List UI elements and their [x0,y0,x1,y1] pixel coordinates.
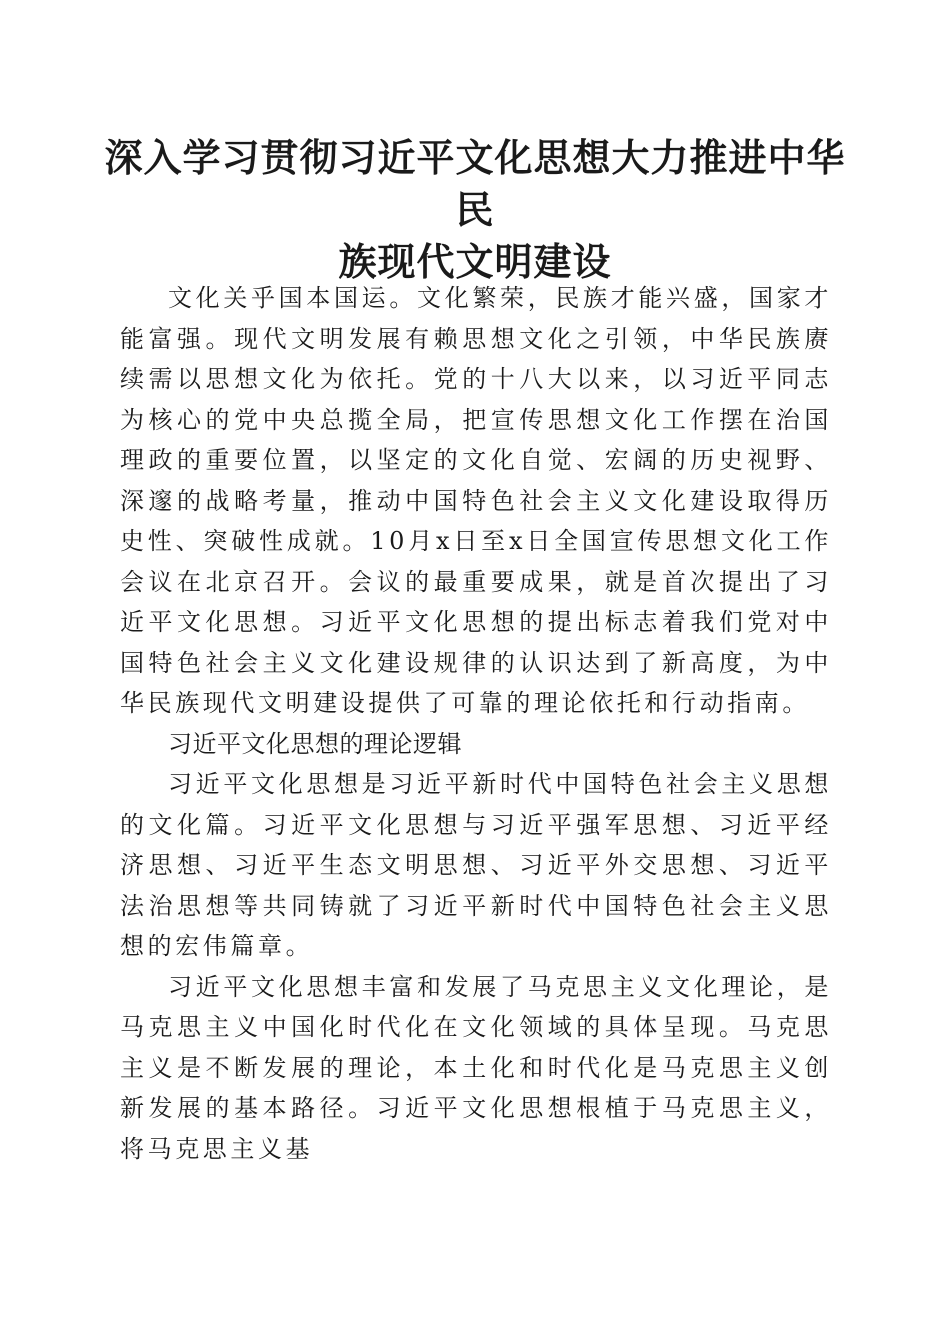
document-body [120,278,832,1169]
paragraph-intro: 文化关乎国本国运。文化繁荣，民族才能兴盛，国家才能富强。现代文明发展有赖思想文化之引领，中华民族赓续需以思想文化为依托。党的十八大以来，以习近平同志为核心的党中央总揽全局，把宣传思想文化工作摆在治国理政的重要位置，以坚定的文化自觉、宏阔的历史视野、深邃的战略考量，推动中国特色社会主义文化建设取得历史性、突破性成就。10月x日至x日全国宣传思想文化工作会议在北京召开。会议的最重要成果，就是首次提出了习近平文化思想。习近平文化思想的提出标志着我们党对中国特色社会主义文化建设规律的认识达到了新高度，为中华民族现代文明建设提供了可靠的理论依托和行动指南。 [120,284,832,717]
title-line-2: 族现代文明建设 [338,239,612,284]
title-line-1: 深入学习贯彻习近平文化思想大力推进中华民 [104,135,846,232]
section-heading: 习近平文化思想的理论逻辑 [168,729,462,758]
document-title [100,132,850,288]
paragraph-2: 习近平文化思想是习近平新时代中国特色社会主义思想的文化篇。习近平文化思想与习近平强军思想、习近平经济思想、习近平生态文明思想、习近平外交思想、习近平法治思想等共同铸就了习近平新时代中国特色社会主义思想的宏伟篇章。 [120,770,832,960]
paragraph-3: 习近平文化思想丰富和发展了马克思主义文化理论，是马克思主义中国化时代化在文化领域的具体呈现。马克思主义是不断发展的理论，本土化和时代化是马克思主义创新发展的基本路径。习近平文化思想根植于马克思主义，将马克思主义基 [120,972,832,1163]
